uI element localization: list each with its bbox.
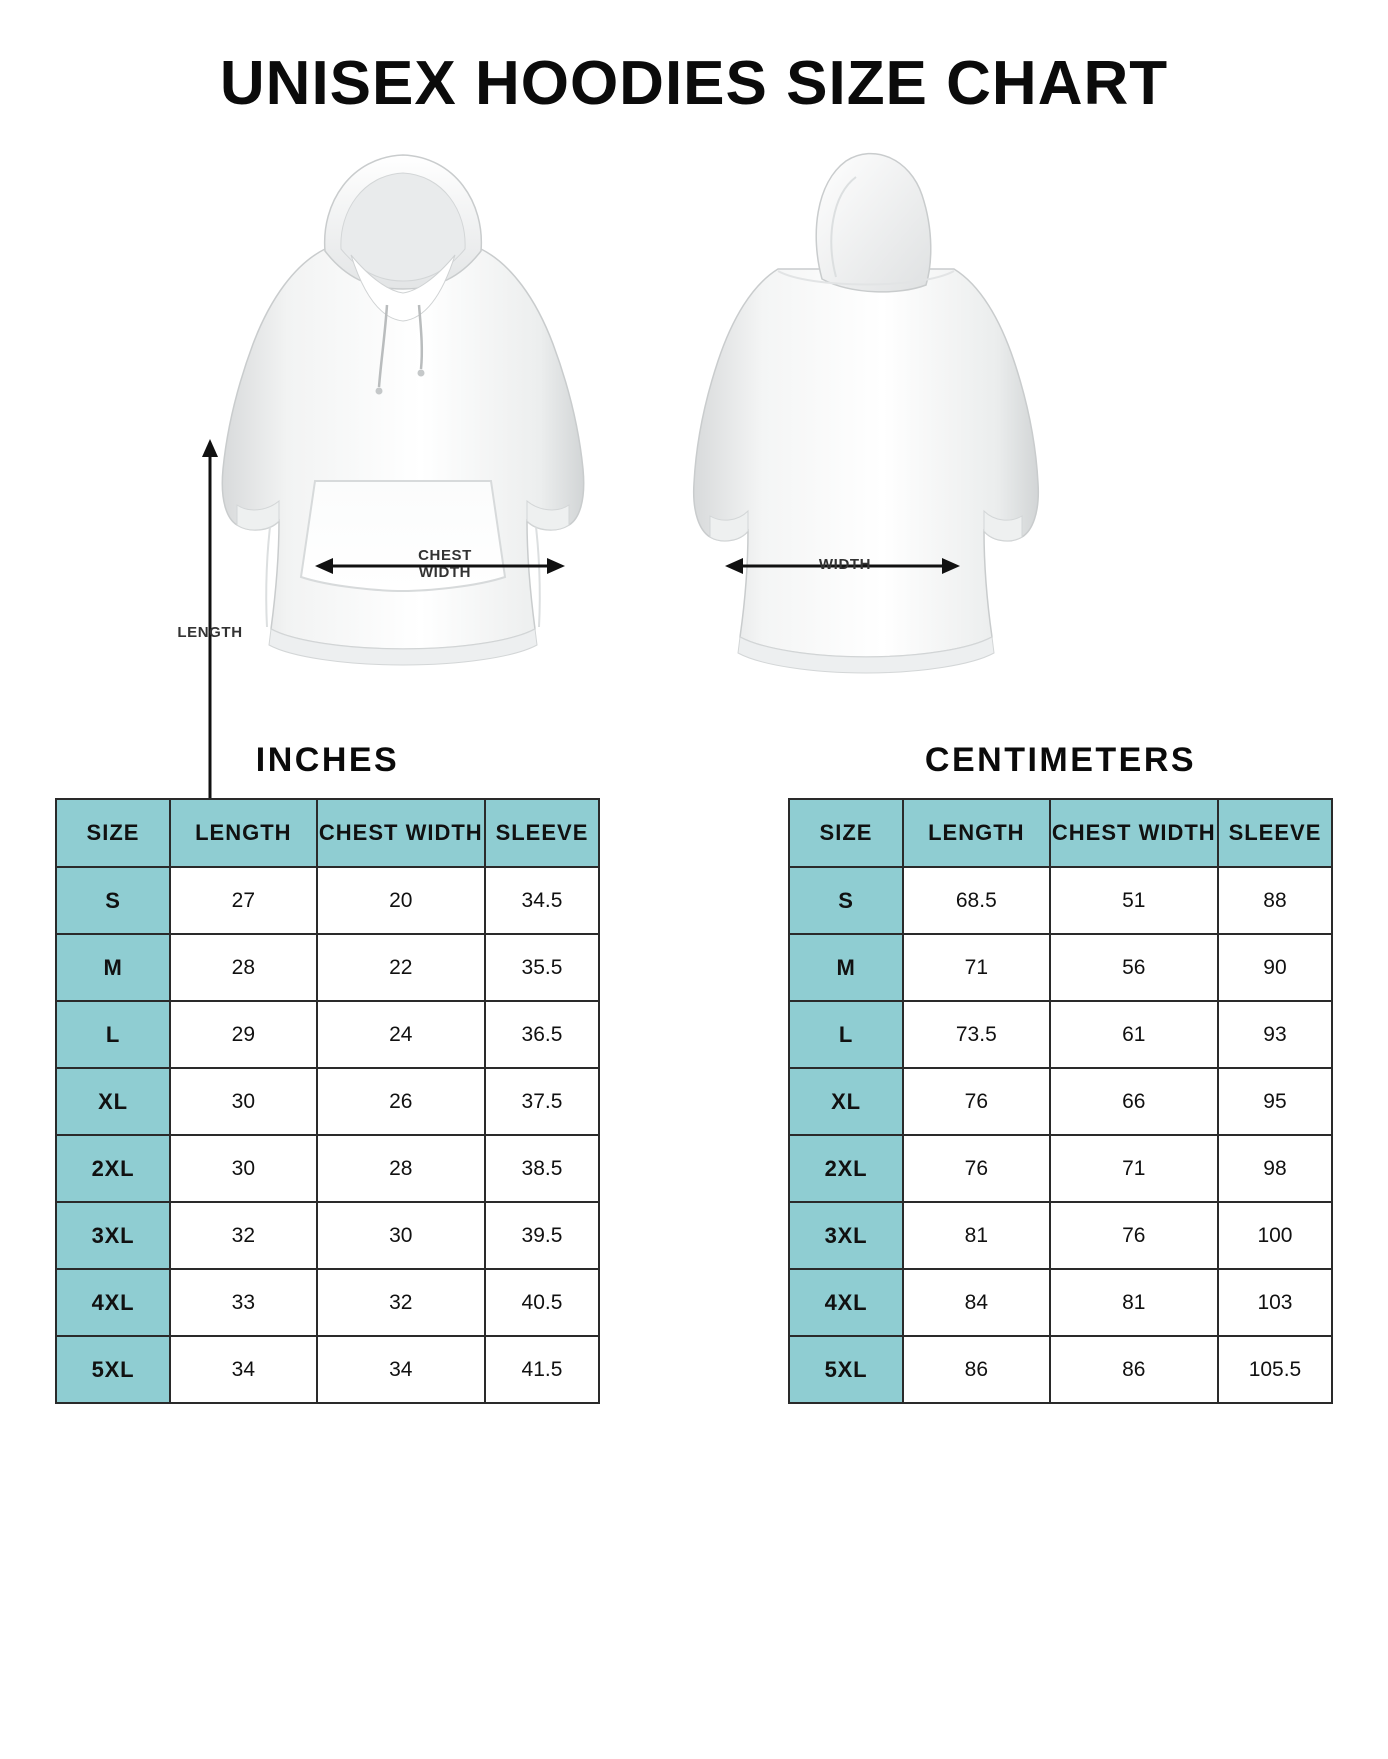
chest-width-dimension-label <box>375 547 515 582</box>
cell-length: 68.5 <box>903 867 1050 934</box>
chest-width-label-line1: CHEST <box>418 547 472 564</box>
cell-length: 73.5 <box>903 1001 1050 1068</box>
cell-length: 76 <box>903 1068 1050 1135</box>
cell-chest-width: 56 <box>1050 934 1218 1001</box>
cell-size: 3XL <box>789 1202 903 1269</box>
table-row <box>789 1135 1332 1202</box>
cell-sleeve: 103 <box>1218 1269 1332 1336</box>
size-chart-page <box>0 48 1388 1759</box>
chest-width-label-line2: WIDTH <box>418 564 472 582</box>
cell-chest-width: 81 <box>1050 1269 1218 1336</box>
cell-length: 81 <box>903 1202 1050 1269</box>
table-row <box>789 1202 1332 1269</box>
column-header-chest-width: CHEST WIDTH <box>1050 799 1218 867</box>
page-title: UNISEX HOODIES SIZE CHART <box>219 49 1169 118</box>
hoodie-front-illustration <box>175 129 655 689</box>
cell-length: 32 <box>170 1202 317 1269</box>
cell-chest-width: 28 <box>317 1135 485 1202</box>
cell-chest-width: 66 <box>1050 1068 1218 1135</box>
cell-chest-width: 26 <box>317 1068 485 1135</box>
table-row <box>789 1336 1332 1403</box>
cell-sleeve: 38.5 <box>485 1135 599 1202</box>
table-row <box>56 867 599 934</box>
table-row <box>56 1068 599 1135</box>
column-header-sleeve: SLEEVE <box>485 799 599 867</box>
hoodie-back-illustration <box>660 139 1080 679</box>
inches-size-table <box>55 798 600 1404</box>
cell-sleeve: 95 <box>1218 1068 1332 1135</box>
table-row <box>789 1269 1332 1336</box>
cell-size: L <box>56 1001 170 1068</box>
cell-sleeve: 105.5 <box>1218 1336 1332 1403</box>
cell-size: L <box>789 1001 903 1068</box>
cell-chest-width: 71 <box>1050 1135 1218 1202</box>
table-row <box>56 1001 599 1068</box>
column-header-size: SIZE <box>789 799 903 867</box>
cell-sleeve: 41.5 <box>485 1336 599 1403</box>
table-row <box>789 867 1332 934</box>
column-header-length: LENGTH <box>903 799 1050 867</box>
cell-chest-width: 30 <box>317 1202 485 1269</box>
cell-size: XL <box>56 1068 170 1135</box>
table-row <box>56 934 599 1001</box>
cell-chest-width: 22 <box>317 934 485 1001</box>
cell-chest-width: 20 <box>317 867 485 934</box>
cell-sleeve: 98 <box>1218 1135 1332 1202</box>
cell-chest-width: 61 <box>1050 1001 1218 1068</box>
cell-sleeve: 39.5 <box>485 1202 599 1269</box>
cell-chest-width: 34 <box>317 1336 485 1403</box>
cell-size: 3XL <box>56 1202 170 1269</box>
cell-length: 30 <box>170 1135 317 1202</box>
cell-length: 86 <box>903 1336 1050 1403</box>
cell-length: 27 <box>170 867 317 934</box>
cell-sleeve: 35.5 <box>485 934 599 1001</box>
table-row <box>56 1269 599 1336</box>
table-row <box>789 1068 1332 1135</box>
length-dimension-label: LENGTH <box>177 624 243 641</box>
cell-length: 28 <box>170 934 317 1001</box>
cell-size: 2XL <box>789 1135 903 1202</box>
cell-sleeve: 88 <box>1218 867 1332 934</box>
cell-size: XL <box>789 1068 903 1135</box>
column-header-chest-width: CHEST WIDTH <box>317 799 485 867</box>
cell-size: 4XL <box>789 1269 903 1336</box>
centimeters-table-block <box>788 741 1333 1404</box>
cell-size: M <box>789 934 903 1001</box>
inches-table-title: INCHES <box>255 741 400 779</box>
cell-chest-width: 76 <box>1050 1202 1218 1269</box>
cell-sleeve: 93 <box>1218 1001 1332 1068</box>
cell-size: 4XL <box>56 1269 170 1336</box>
cell-sleeve: 90 <box>1218 934 1332 1001</box>
column-header-size: SIZE <box>56 799 170 867</box>
cell-length: 33 <box>170 1269 317 1336</box>
cell-chest-width: 51 <box>1050 867 1218 934</box>
cell-length: 34 <box>170 1336 317 1403</box>
table-row <box>56 1202 599 1269</box>
cell-length: 76 <box>903 1135 1050 1202</box>
inches-table-block <box>55 741 600 1404</box>
table-row <box>789 1001 1332 1068</box>
cell-size: S <box>789 867 903 934</box>
cell-length: 30 <box>170 1068 317 1135</box>
table-row <box>56 1336 599 1403</box>
cell-size: S <box>56 867 170 934</box>
size-tables <box>0 741 1388 1404</box>
cell-length: 29 <box>170 1001 317 1068</box>
cell-size: 2XL <box>56 1135 170 1202</box>
centimeters-table-title: CENTIMETERS <box>924 741 1197 779</box>
cell-size: 5XL <box>56 1336 170 1403</box>
cell-length: 71 <box>903 934 1050 1001</box>
illustration-area <box>0 129 1388 729</box>
column-header-length: LENGTH <box>170 799 317 867</box>
cell-chest-width: 32 <box>317 1269 485 1336</box>
cell-size: M <box>56 934 170 1001</box>
centimeters-size-table <box>788 798 1333 1404</box>
column-header-sleeve: SLEEVE <box>1218 799 1332 867</box>
cell-sleeve: 36.5 <box>485 1001 599 1068</box>
table-header-row <box>56 799 599 867</box>
cell-chest-width: 86 <box>1050 1336 1218 1403</box>
cell-sleeve: 100 <box>1218 1202 1332 1269</box>
cell-sleeve: 34.5 <box>485 867 599 934</box>
table-row <box>789 934 1332 1001</box>
cell-size: 5XL <box>789 1336 903 1403</box>
cell-chest-width: 24 <box>317 1001 485 1068</box>
table-row <box>56 1135 599 1202</box>
width-dimension-label: WIDTH <box>818 556 872 573</box>
cell-length: 84 <box>903 1269 1050 1336</box>
cell-sleeve: 37.5 <box>485 1068 599 1135</box>
cell-sleeve: 40.5 <box>485 1269 599 1336</box>
table-header-row <box>789 799 1332 867</box>
